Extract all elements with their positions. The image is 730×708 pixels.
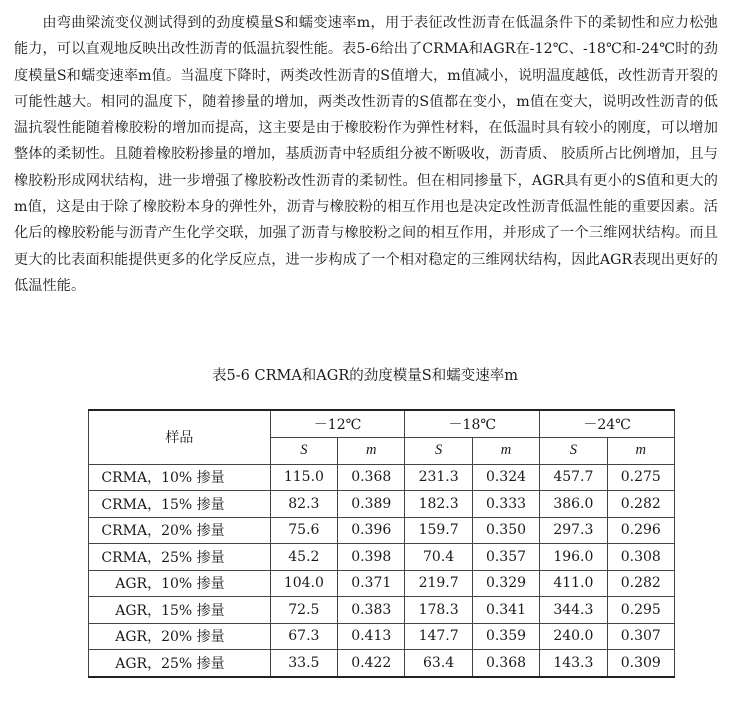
header-sample: 样品 bbox=[89, 410, 271, 464]
cell-value: 0.368 bbox=[338, 464, 405, 491]
cell-value: 0.309 bbox=[607, 650, 674, 677]
subheader-s: S bbox=[540, 438, 607, 465]
row-label: CRMA，25% 掺量 bbox=[89, 544, 271, 571]
cell-value: 0.282 bbox=[607, 570, 674, 597]
cell-value: 0.324 bbox=[472, 464, 539, 491]
cell-value: 0.295 bbox=[607, 597, 674, 624]
table-caption: 表5-6 CRMA和AGR的劲度模量S和蠕变速率m bbox=[212, 368, 518, 384]
table-row bbox=[89, 597, 675, 624]
cell-value: 0.383 bbox=[338, 597, 405, 624]
results-table bbox=[88, 409, 675, 678]
table-row bbox=[89, 650, 675, 677]
cell-value: 0.398 bbox=[338, 544, 405, 571]
cell-value: 0.329 bbox=[472, 570, 539, 597]
cell-value: 231.3 bbox=[405, 464, 472, 491]
cell-value: 457.7 bbox=[540, 464, 607, 491]
cell-value: 159.7 bbox=[405, 517, 472, 544]
row-label: AGR，15% 掺量 bbox=[89, 597, 271, 624]
header-temp-12: －12℃ bbox=[270, 410, 405, 438]
table-row bbox=[89, 464, 675, 491]
cell-value: 82.3 bbox=[270, 491, 337, 518]
cell-value: 297.3 bbox=[540, 517, 607, 544]
cell-value: 72.5 bbox=[270, 597, 337, 624]
cell-value: 219.7 bbox=[405, 570, 472, 597]
cell-value: 0.307 bbox=[607, 623, 674, 650]
cell-value: 240.0 bbox=[540, 623, 607, 650]
cell-value: 0.359 bbox=[472, 623, 539, 650]
cell-value: 63.4 bbox=[405, 650, 472, 677]
cell-value: 75.6 bbox=[270, 517, 337, 544]
table-header-row bbox=[89, 410, 675, 438]
subheader-m: m bbox=[472, 438, 539, 465]
cell-value: 143.3 bbox=[540, 650, 607, 677]
cell-value: 115.0 bbox=[270, 464, 337, 491]
subheader-m: m bbox=[607, 438, 674, 465]
cell-value: 0.275 bbox=[607, 464, 674, 491]
cell-value: 0.413 bbox=[338, 623, 405, 650]
cell-value: 0.333 bbox=[472, 491, 539, 518]
cell-value: 70.4 bbox=[405, 544, 472, 571]
cell-value: 0.368 bbox=[472, 650, 539, 677]
cell-value: 0.341 bbox=[472, 597, 539, 624]
row-label: AGR，25% 掺量 bbox=[89, 650, 271, 677]
cell-value: 67.3 bbox=[270, 623, 337, 650]
subheader-s: S bbox=[405, 438, 472, 465]
cell-value: 0.389 bbox=[338, 491, 405, 518]
cell-value: 147.7 bbox=[405, 623, 472, 650]
subheader-s: S bbox=[270, 438, 337, 465]
cell-value: 344.3 bbox=[540, 597, 607, 624]
cell-value: 0.350 bbox=[472, 517, 539, 544]
cell-value: 178.3 bbox=[405, 597, 472, 624]
cell-value: 33.5 bbox=[270, 650, 337, 677]
row-label: AGR，20% 掺量 bbox=[89, 623, 271, 650]
cell-value: 196.0 bbox=[540, 544, 607, 571]
subheader-m: m bbox=[338, 438, 405, 465]
cell-value: 0.357 bbox=[472, 544, 539, 571]
row-label: CRMA，15% 掺量 bbox=[89, 491, 271, 518]
cell-value: 0.282 bbox=[607, 491, 674, 518]
cell-value: 104.0 bbox=[270, 570, 337, 597]
body-paragraph: 由弯曲梁流变仪测试得到的劲度模量S和蠕变速率m，用于表征改性沥青在低温条件下的柔韧性和应力松弛能力，可以直观地反映出改性沥青的低温抗裂性能。表5-6给出了CRMA和AGR在-12℃、-18℃和-24℃时的劲度模量S和蠕变速率m值。当温度下降时，两类改性沥青的S值增大，m值减小，说明温度越低，改性沥青开裂的可能性越大。相同的温度下，随着掺量的增加，两类改性沥青的S值都在变小，m值在变大，说明改性沥青的低温抗裂性能随着橡胶粉的增加而提高，这主要是由于橡胶粉作为弹性材料，在低温时具有较小的刚度，可以增加整体的柔韧性。且随着橡胶粉掺量的增加，基质沥青中轻质组分被不断吸收，沥青质、 胶质所占比例增加，且与橡胶粉形成网状结构，进一步增强了橡胶粉改性沥青的柔韧性。但在相同掺量下，AGR具有更小的S值和更大的m值，这是由于除了橡胶粉本身的弹性外，沥青与橡胶粉的相互作用也是决定改性沥青低温性能的重要因素。活化后的橡胶粉能与沥青产生化学交联，加强了沥青与橡胶粉之间的相互作用，并形成了一个三维网状结构。而且更大的比表面积能提供更多的化学反应点，进一步构成了一个相对稳定的三维网状结构，因此AGR表现出更好的低温性能。 bbox=[14, 15, 718, 294]
cell-value: 411.0 bbox=[540, 570, 607, 597]
row-label: AGR，10% 掺量 bbox=[89, 570, 271, 597]
header-temp-18: －18℃ bbox=[405, 410, 540, 438]
cell-value: 45.2 bbox=[270, 544, 337, 571]
row-label: CRMA，20% 掺量 bbox=[89, 517, 271, 544]
table-row bbox=[89, 491, 675, 518]
table-row bbox=[89, 623, 675, 650]
cell-value: 0.422 bbox=[338, 650, 405, 677]
cell-value: 0.308 bbox=[607, 544, 674, 571]
table-row bbox=[89, 544, 675, 571]
header-temp-24: －24℃ bbox=[540, 410, 675, 438]
table-row bbox=[89, 570, 675, 597]
cell-value: 0.296 bbox=[607, 517, 674, 544]
cell-value: 0.371 bbox=[338, 570, 405, 597]
cell-value: 386.0 bbox=[540, 491, 607, 518]
row-label: CRMA，10% 掺量 bbox=[89, 464, 271, 491]
table-row bbox=[89, 517, 675, 544]
cell-value: 182.3 bbox=[405, 491, 472, 518]
cell-value: 0.396 bbox=[338, 517, 405, 544]
